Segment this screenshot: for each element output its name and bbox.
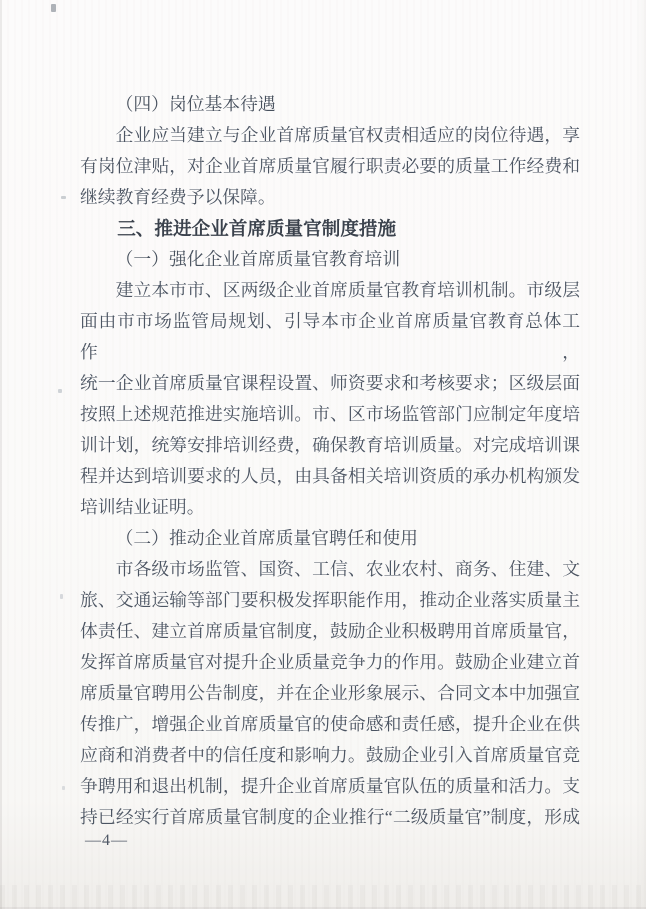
scan-bottom-texture [0, 885, 646, 909]
section-heading-three: 三、推进企业首席质量官制度措施 [117, 218, 397, 239]
body-line: 体责任、建立首席质量官制度，鼓励企业积极聘用首席质量官， [80, 621, 580, 641]
scan-speck [61, 196, 66, 199]
body-line: 争聘用和退出机制，提升企业首席质量官队伍的质量和活力。支 [80, 776, 580, 796]
body-line: 程并达到培训要求的人员，由具备相关培训资质的承办机构颁发 [80, 466, 580, 486]
page-number: —4— [85, 832, 128, 849]
scan-speck [62, 786, 65, 790]
body-line: 统一企业首席质量官课程设置、师资要求和考核要求；区级层面 [80, 373, 580, 393]
subheading-appointment-use: （二）推动企业首席质量官聘任和使用 [115, 528, 418, 548]
body-line: 发挥首席质量官对提升企业质量竞争力的作用。鼓励企业建立首 [80, 652, 580, 672]
body-line: 席质量官聘用公告制度，并在企业形象展示、合同文本中加强宣 [80, 683, 580, 703]
body-line: 继续教育经费予以保障。 [80, 187, 276, 207]
scan-edge-shade [636, 0, 646, 909]
body-line: 旅、交通运输等部门要积极发挥职能作用，推动企业落实质量主 [80, 590, 580, 610]
body-line: 培训结业证明。 [80, 497, 205, 517]
body-line: 按照上述规范推进实施培训。市、区市场监管部门应制定年度培 [80, 404, 580, 424]
scan-speck [60, 594, 63, 599]
scan-speck [58, 389, 62, 393]
subheading-job-benefits: （四）岗位基本待遇 [115, 94, 276, 114]
document-body [80, 89, 580, 833]
body-line: 有岗位津贴，对企业首席质量官履行职责必要的质量工作经费和 [80, 156, 580, 176]
body-line: 企业应当建立与企业首席质量官权责相适应的岗位待遇，享 [115, 125, 580, 145]
subheading-education-training: （一）强化企业首席质量官教育培训 [115, 249, 401, 269]
body-line: 训计划，统筹安排培训经费，确保教育培训质量。对完成培训课 [80, 435, 580, 455]
scan-speck [51, 4, 56, 12]
body-line: 持已经实行首席质量官制度的企业推行“二级质量官”制度，形成 [80, 807, 580, 827]
body-line: 面由市市场监管局规划、引导本市企业首席质量官教育总体工作， [80, 311, 580, 362]
body-line: 应商和消费者中的信任度和影响力。鼓励企业引入首席质量官竞 [80, 745, 580, 765]
body-line: 建立本市市、区两级企业首席质量官教育培训机制。市级层 [115, 280, 580, 300]
body-line: 市各级市场监管、国资、工信、农业农村、商务、住建、文 [115, 559, 580, 579]
body-line: 传推广，增强企业首席质量官的使命感和责任感，提升企业在供 [80, 714, 580, 734]
